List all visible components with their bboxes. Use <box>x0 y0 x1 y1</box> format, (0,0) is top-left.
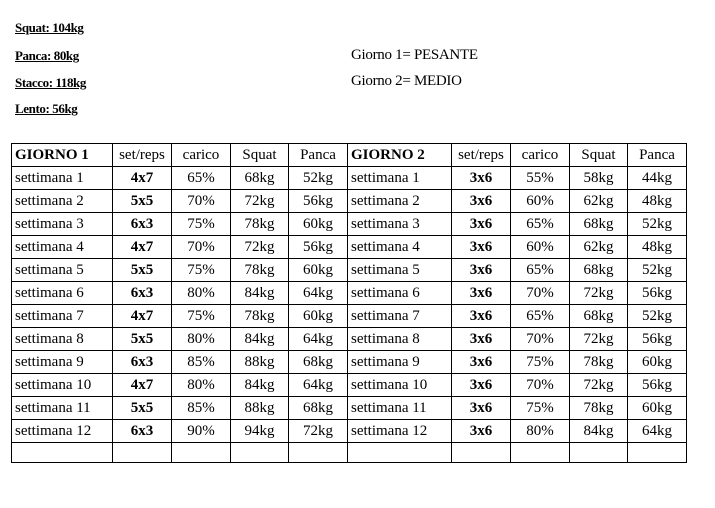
day2-panca-cell: 60kg <box>628 351 687 374</box>
col-squat: Squat <box>231 144 289 167</box>
day1-set-reps-cell: 4x7 <box>113 305 172 328</box>
day2-squat-cell: 68kg <box>570 305 628 328</box>
day2-set-reps-cell: 3x6 <box>452 190 511 213</box>
day2-carico-cell: 75% <box>511 351 570 374</box>
day1-squat-cell: 78kg <box>231 305 289 328</box>
day1-carico-cell: 70% <box>172 236 231 259</box>
table-row <box>12 236 687 259</box>
empty-cell <box>452 443 511 463</box>
day2-carico-cell: 55% <box>511 167 570 190</box>
day2-set-reps-cell: 3x6 <box>452 259 511 282</box>
day2-carico-cell: 60% <box>511 190 570 213</box>
day1-panca-cell: 60kg <box>289 259 348 282</box>
day1-panca-cell: 68kg <box>289 351 348 374</box>
day2-carico-cell: 70% <box>511 328 570 351</box>
table-row <box>12 328 687 351</box>
empty-cell <box>628 443 687 463</box>
day2-week-cell: settimana 6 <box>348 282 452 305</box>
day1-panca-cell: 72kg <box>289 420 348 443</box>
day2-squat-cell: 62kg <box>570 190 628 213</box>
day2-squat-cell: 78kg <box>570 351 628 374</box>
empty-cell <box>113 443 172 463</box>
day1-week-cell: settimana 12 <box>12 420 113 443</box>
day2-squat-cell: 72kg <box>570 328 628 351</box>
day2-panca-cell: 56kg <box>628 282 687 305</box>
day1-carico-cell: 75% <box>172 305 231 328</box>
empty-cell <box>511 443 570 463</box>
col-squat: Squat <box>570 144 628 167</box>
day1-carico-cell: 65% <box>172 167 231 190</box>
day1-carico-cell: 80% <box>172 328 231 351</box>
training-plan-table <box>11 143 687 463</box>
day2-carico-cell: 65% <box>511 213 570 236</box>
col-carico: carico <box>511 144 570 167</box>
day2-squat-cell: 62kg <box>570 236 628 259</box>
empty-cell <box>570 443 628 463</box>
table-row <box>12 420 687 443</box>
day1-week-cell: settimana 7 <box>12 305 113 328</box>
empty-cell <box>12 443 113 463</box>
day2-panca-cell: 52kg <box>628 259 687 282</box>
empty-cell <box>231 443 289 463</box>
day1-week-cell: settimana 3 <box>12 213 113 236</box>
day1-week-cell: settimana 9 <box>12 351 113 374</box>
day2-panca-cell: 52kg <box>628 213 687 236</box>
day2-carico-cell: 70% <box>511 282 570 305</box>
day1-carico-cell: 85% <box>172 397 231 420</box>
day2-set-reps-cell: 3x6 <box>452 374 511 397</box>
day2-squat-cell: 68kg <box>570 213 628 236</box>
table-row <box>12 213 687 236</box>
empty-cell <box>289 443 348 463</box>
day2-squat-cell: 84kg <box>570 420 628 443</box>
day1-set-reps-cell: 5x5 <box>113 328 172 351</box>
day2-week-cell: settimana 9 <box>348 351 452 374</box>
day2-squat-cell: 58kg <box>570 167 628 190</box>
col-set-reps: set/reps <box>452 144 511 167</box>
max-squat: Squat: 104kg <box>15 20 84 35</box>
max-bench: Panca: 80kg <box>15 48 79 63</box>
table-row <box>12 282 687 305</box>
day2-type: Giorno 2= MEDIO <box>351 73 462 89</box>
day2-week-cell: settimana 7 <box>348 305 452 328</box>
day1-set-reps-cell: 6x3 <box>113 213 172 236</box>
day1-week-cell: settimana 5 <box>12 259 113 282</box>
day1-set-reps-cell: 4x7 <box>113 167 172 190</box>
day2-carico-cell: 65% <box>511 305 570 328</box>
day1-set-reps-cell: 5x5 <box>113 190 172 213</box>
day2-set-reps-cell: 3x6 <box>452 213 511 236</box>
day2-set-reps-cell: 3x6 <box>452 282 511 305</box>
day2-panca-cell: 56kg <box>628 328 687 351</box>
day1-week-cell: settimana 1 <box>12 167 113 190</box>
day1-squat-cell: 72kg <box>231 236 289 259</box>
day2-set-reps-cell: 3x6 <box>452 305 511 328</box>
day1-week-cell: settimana 11 <box>12 397 113 420</box>
day1-set-reps-cell: 4x7 <box>113 236 172 259</box>
day1-panca-cell: 64kg <box>289 282 348 305</box>
day1-carico-cell: 75% <box>172 213 231 236</box>
day2-set-reps-cell: 3x6 <box>452 420 511 443</box>
day2-week-cell: settimana 3 <box>348 213 452 236</box>
day1-set-reps-cell: 5x5 <box>113 397 172 420</box>
day2-panca-cell: 44kg <box>628 167 687 190</box>
table-row <box>12 351 687 374</box>
table-row <box>12 397 687 420</box>
day1-week-cell: settimana 2 <box>12 190 113 213</box>
day2-panca-cell: 52kg <box>628 305 687 328</box>
day1-panca-cell: 56kg <box>289 236 348 259</box>
day1-panca-cell: 68kg <box>289 397 348 420</box>
day2-week-cell: settimana 2 <box>348 190 452 213</box>
col-panca: Panca <box>628 144 687 167</box>
day1-panca-cell: 64kg <box>289 374 348 397</box>
day2-carico-cell: 60% <box>511 236 570 259</box>
max-deadlift: Stacco: 118kg <box>15 75 86 90</box>
day1-squat-cell: 84kg <box>231 328 289 351</box>
day1-week-cell: settimana 10 <box>12 374 113 397</box>
day2-panca-cell: 64kg <box>628 420 687 443</box>
empty-cell <box>348 443 452 463</box>
day2-week-cell: settimana 1 <box>348 167 452 190</box>
col-panca: Panca <box>289 144 348 167</box>
day1-set-reps-cell: 6x3 <box>113 351 172 374</box>
day1-carico-cell: 80% <box>172 374 231 397</box>
day1-squat-cell: 84kg <box>231 282 289 305</box>
table-row <box>12 190 687 213</box>
day2-set-reps-cell: 3x6 <box>452 167 511 190</box>
day1-panca-cell: 56kg <box>289 190 348 213</box>
table-empty-row <box>12 443 687 463</box>
day1-carico-cell: 75% <box>172 259 231 282</box>
day2-set-reps-cell: 3x6 <box>452 236 511 259</box>
day2-squat-cell: 72kg <box>570 282 628 305</box>
day2-panca-cell: 60kg <box>628 397 687 420</box>
day1-squat-cell: 68kg <box>231 167 289 190</box>
day2-week-cell: settimana 4 <box>348 236 452 259</box>
day1-week-cell: settimana 8 <box>12 328 113 351</box>
day2-squat-cell: 78kg <box>570 397 628 420</box>
day1-carico-cell: 70% <box>172 190 231 213</box>
day1-squat-cell: 88kg <box>231 397 289 420</box>
day2-set-reps-cell: 3x6 <box>452 328 511 351</box>
day1-panca-cell: 64kg <box>289 328 348 351</box>
day2-carico-cell: 65% <box>511 259 570 282</box>
day2-week-cell: settimana 10 <box>348 374 452 397</box>
day1-squat-cell: 88kg <box>231 351 289 374</box>
table-header-row <box>12 144 687 167</box>
day1-set-reps-cell: 5x5 <box>113 259 172 282</box>
day1-panca-cell: 52kg <box>289 167 348 190</box>
table-body <box>12 144 687 463</box>
day1-squat-cell: 72kg <box>231 190 289 213</box>
table-row <box>12 259 687 282</box>
day2-week-cell: settimana 11 <box>348 397 452 420</box>
day1-carico-cell: 85% <box>172 351 231 374</box>
day2-carico-cell: 80% <box>511 420 570 443</box>
table-row <box>12 167 687 190</box>
day1-squat-cell: 78kg <box>231 213 289 236</box>
day2-carico-cell: 70% <box>511 374 570 397</box>
day2-squat-cell: 72kg <box>570 374 628 397</box>
day1-squat-cell: 84kg <box>231 374 289 397</box>
max-overhead-press: Lento: 56kg <box>15 101 78 116</box>
table-row <box>12 374 687 397</box>
col-carico: carico <box>172 144 231 167</box>
day2-set-reps-cell: 3x6 <box>452 397 511 420</box>
day1-week-cell: settimana 4 <box>12 236 113 259</box>
day1-carico-cell: 80% <box>172 282 231 305</box>
day1-week-cell: settimana 6 <box>12 282 113 305</box>
day1-panca-cell: 60kg <box>289 213 348 236</box>
day1-panca-cell: 60kg <box>289 305 348 328</box>
day2-panca-cell: 48kg <box>628 190 687 213</box>
empty-cell <box>172 443 231 463</box>
col-set-reps: set/reps <box>113 144 172 167</box>
day2-squat-cell: 68kg <box>570 259 628 282</box>
day2-set-reps-cell: 3x6 <box>452 351 511 374</box>
day2-panca-cell: 56kg <box>628 374 687 397</box>
day1-header: GIORNO 1 <box>12 144 113 167</box>
day2-header: GIORNO 2 <box>348 144 452 167</box>
day1-type: Giorno 1= PESANTE <box>351 47 478 63</box>
day2-week-cell: settimana 12 <box>348 420 452 443</box>
day2-panca-cell: 48kg <box>628 236 687 259</box>
day2-week-cell: settimana 5 <box>348 259 452 282</box>
table-row <box>12 305 687 328</box>
day1-carico-cell: 90% <box>172 420 231 443</box>
day1-set-reps-cell: 4x7 <box>113 374 172 397</box>
day1-squat-cell: 94kg <box>231 420 289 443</box>
day1-set-reps-cell: 6x3 <box>113 420 172 443</box>
day1-set-reps-cell: 6x3 <box>113 282 172 305</box>
day2-carico-cell: 75% <box>511 397 570 420</box>
day1-squat-cell: 78kg <box>231 259 289 282</box>
day2-week-cell: settimana 8 <box>348 328 452 351</box>
